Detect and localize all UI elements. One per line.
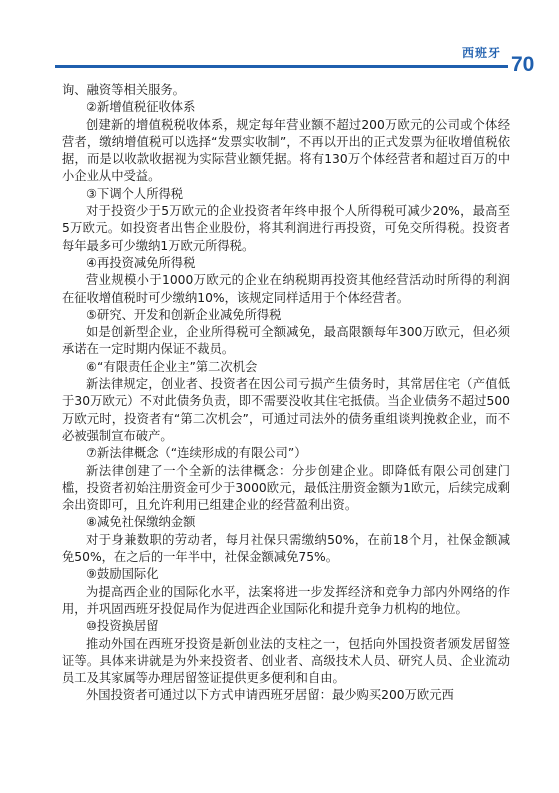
subheading: ⑧减免社保缴纳金额 bbox=[86, 515, 196, 530]
paragraph: 如是创新型企业，企业所得税可全额减免，最高限额每年300万欧元，但必须承诺在一定时期内保证不裁员。 bbox=[62, 325, 510, 357]
subheading: ②新增值税征收体系 bbox=[86, 100, 196, 115]
subheading: ⑨鼓励国际化 bbox=[86, 567, 159, 582]
page-header bbox=[0, 0, 559, 80]
paragraph: 新法律创建了一个全新的法律概念：分步创建企业。即降低有限公司创建门槛，投资者初始注册资金可少于3000欧元，最低注册资金额为1欧元，后续完成剩余出资即可，且允许利用已组建企业的经营盈利出资。 bbox=[62, 463, 510, 513]
subheading: ⑤研究、开发和创新企业减免所得税 bbox=[86, 307, 282, 322]
body-text bbox=[62, 82, 510, 705]
section-label: 西班牙 bbox=[462, 46, 502, 60]
paragraph: 外国投资者可通过以下方式申请西班牙居留：最少购买200万欧元西 bbox=[86, 688, 454, 703]
paragraph: 询、融资等相关服务。 bbox=[62, 83, 185, 97]
paragraph: 为提高西企业的国际化水平，法案将进一步发挥经济和竞争力部内外网络的作用，并巩固西班牙投促局作为促进西企业国际化和提升竞争力机构的地位。 bbox=[62, 584, 510, 616]
paragraph: 对于投资少于5万欧元的企业投资者年终申报个人所得税可减少20%，最高至5万欧元。如投资者出售企业股份，将其利润进行再投资，可免交所得税。投资者每年最多可少缴纳1万欧元所得税。 bbox=[62, 204, 510, 253]
subheading: ⑩投资换居留 bbox=[86, 619, 159, 634]
paragraph: 创建新的增值税税收体系，规定每年营业额不超过200万欧元的公司或个体经营者，缴纳增值税可以选择“发票实收制”，不再以开出的正式发票为征收增值税依据，而是以收款收据视为实际营业额凭据。将有130万个体经营者和超过百万的中小企业从中受益。 bbox=[62, 117, 510, 184]
header-rule bbox=[55, 65, 508, 68]
paragraph: 新法律规定，创业者、投资者在因公司亏损产生债务时，其常居住宅（产值低于30万欧元）不对此债务负责，即不需要没收其住宅抵债。当企业债务不超过500万欧元时，投资者有“第二次机会”，可通过司法外的债务重组谈判挽救企业，而不必被强制宣布破产。 bbox=[62, 377, 510, 443]
subheading: ④再投资减免所得税 bbox=[86, 255, 196, 270]
subheading: ⑥“有限责任企业主”第二次机会 bbox=[86, 359, 258, 374]
paragraph: 推动外国在西班牙投资是新创业法的支柱之一，包括向外国投资者颁发居留签证等。具体来讲就是为外来投资者、创业者、高级技术人员、研究人员、企业流动员工及其家属等办理居留签证提供更多便利和自由。 bbox=[62, 636, 510, 686]
subheading: ③下调个人所得税 bbox=[86, 186, 184, 201]
page-number: 70 bbox=[511, 53, 535, 76]
subheading: ⑦新法律概念（“连续形成的有限公司”） bbox=[86, 446, 307, 461]
paragraph: 营业规模小于1000万欧元的企业在纳税期再投资其他经营活动时所得的利润在征收增值税时可少缴纳10%，该规定同样适用于个体经营者。 bbox=[62, 273, 510, 305]
paragraph: 对于身兼数职的劳动者，每月社保只需缴纳50%，在前18个月，社保金额减免50%，在之后的一年半中，社保金额减免75%。 bbox=[62, 532, 510, 565]
